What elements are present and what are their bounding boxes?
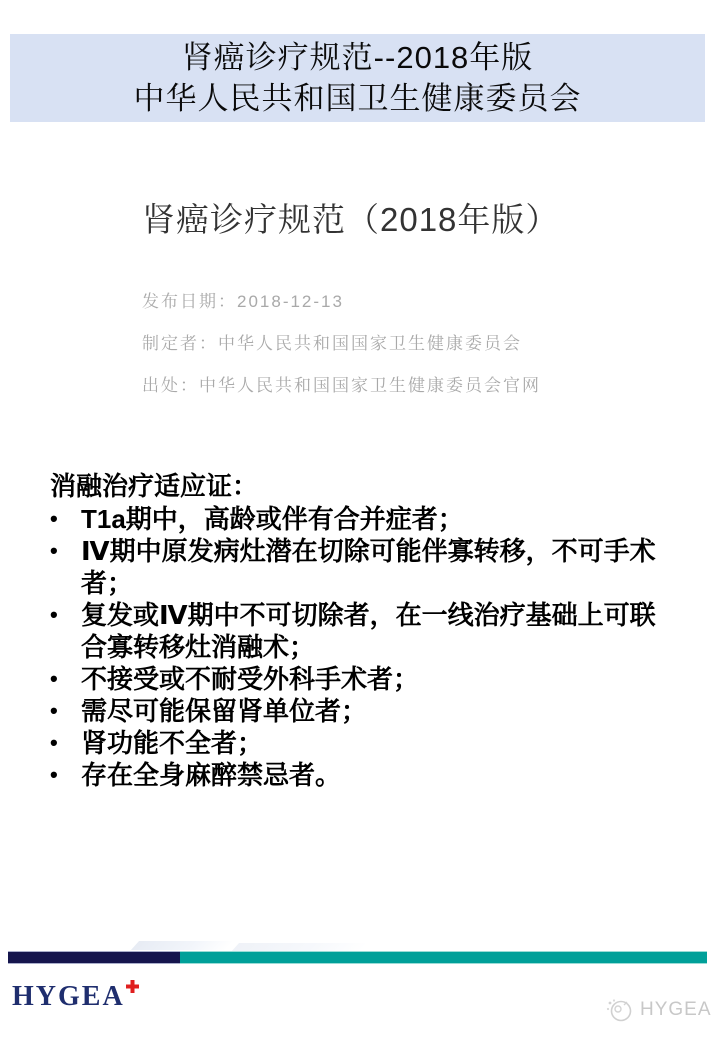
bullet-icon: • bbox=[50, 762, 58, 787]
red-cross-icon bbox=[126, 980, 139, 993]
meta-publish-date: 发布日期：2018-12-13 bbox=[142, 292, 344, 311]
footer-bar-teal-segment bbox=[180, 951, 707, 964]
list-item-text: T1a期中，高龄或伴有合并症者； bbox=[81, 504, 464, 534]
list-item-text: Ⅳ期中原发病灶潜在切除可能伴寡转移，不可手术者； bbox=[81, 536, 656, 598]
bullet-icon: • bbox=[50, 730, 58, 755]
bullet-icon: • bbox=[50, 698, 58, 723]
list-item-text: 复发或Ⅳ期中不可切除者，在一线治疗基础上可联合寡转移灶消融术； bbox=[81, 600, 656, 662]
list-item bbox=[50, 727, 668, 759]
list-item-text: 肾功能不全者； bbox=[81, 728, 264, 758]
hygea-logo-text: HYGEA bbox=[12, 981, 125, 1012]
list-item-text: 需尽可能保留肾单位者； bbox=[81, 696, 368, 726]
list-item-text: 不接受或不耐受外科手术者； bbox=[81, 664, 420, 694]
header-title-line2: 中华人民共和国卫生健康委员会 bbox=[133, 81, 582, 116]
list-item bbox=[50, 503, 668, 535]
page-title: 肾癌诊疗规范（2018年版） bbox=[142, 201, 560, 238]
list-item bbox=[50, 695, 668, 727]
hygea-logo bbox=[12, 980, 139, 1012]
bullet-icon: • bbox=[50, 602, 58, 627]
watermark bbox=[604, 997, 712, 1023]
list-item-text: 存在全身麻醉禁忌者。 bbox=[81, 760, 342, 790]
bullet-icon: • bbox=[50, 506, 58, 531]
watermark-logo-icon bbox=[604, 997, 634, 1023]
list-item bbox=[50, 599, 668, 663]
list-item bbox=[50, 663, 668, 695]
footer-bar-navy-segment bbox=[8, 951, 180, 964]
content-section bbox=[50, 470, 668, 791]
list-item bbox=[50, 759, 668, 791]
footer-divider-bar bbox=[8, 951, 707, 964]
document-meta bbox=[142, 292, 541, 418]
header-banner bbox=[10, 34, 705, 122]
bullet-icon: • bbox=[50, 538, 58, 563]
section-heading: 消融治疗适应证： bbox=[50, 471, 259, 501]
meta-author: 制定者：中华人民共和国国家卫生健康委员会 bbox=[142, 334, 522, 353]
header-title-line1: 肾癌诊疗规范--2018年版 bbox=[181, 40, 534, 75]
bullet-icon: • bbox=[50, 666, 58, 691]
list-item bbox=[50, 535, 668, 599]
decorative-swoosh bbox=[131, 941, 234, 950]
indication-list bbox=[50, 503, 668, 791]
watermark-text: HYGEA bbox=[640, 999, 712, 1020]
meta-source: 出处：中华人民共和国国家卫生健康委员会官网 bbox=[142, 376, 541, 395]
